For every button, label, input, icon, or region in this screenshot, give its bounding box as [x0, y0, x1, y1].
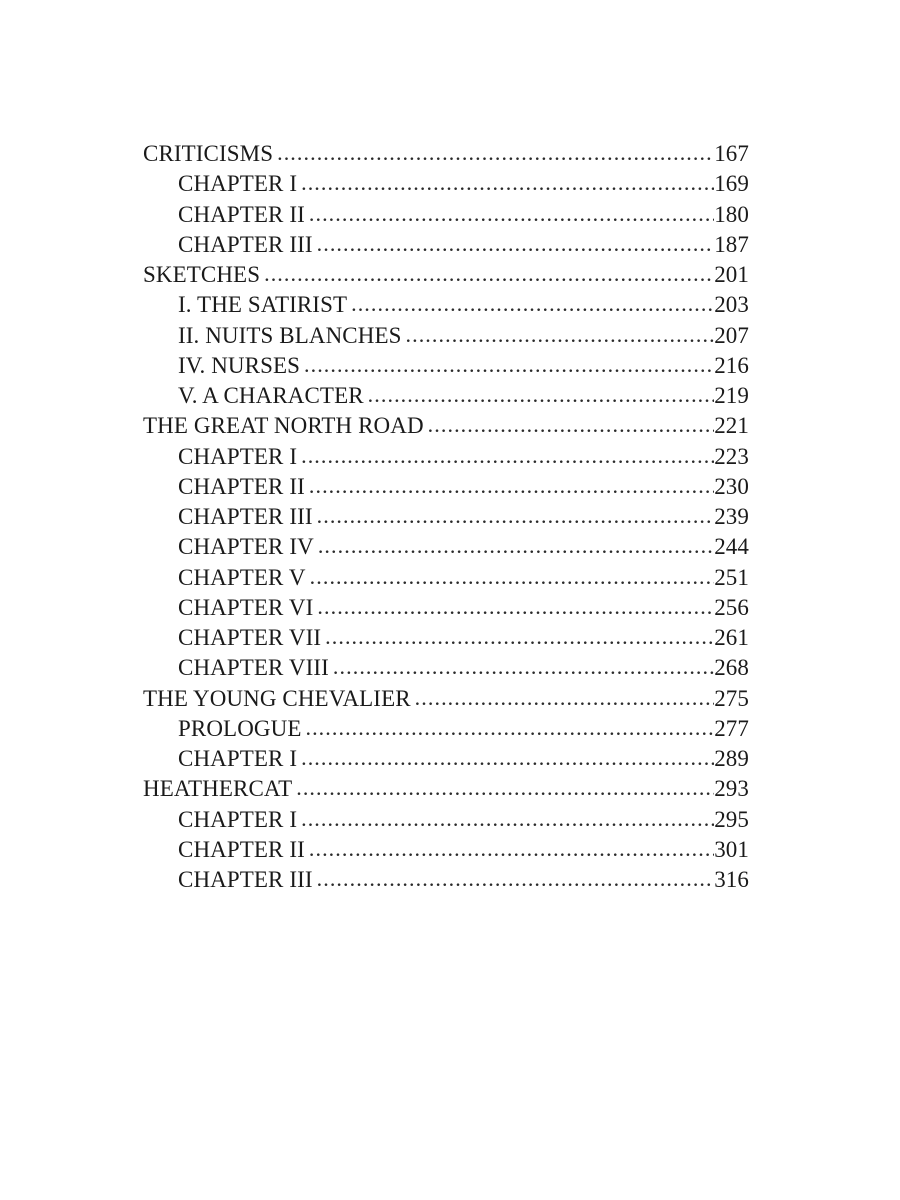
toc-subsection-entry: [143, 714, 749, 744]
toc-entry-title: CHAPTER VII: [178, 625, 322, 650]
toc-entry-title: THE YOUNG CHEVALIER: [143, 685, 411, 711]
toc-section-entry: [143, 260, 749, 290]
toc-page-number: 180: [714, 201, 749, 227]
toc-page-number: 301: [714, 836, 749, 862]
toc-page-number: 187: [714, 231, 749, 257]
dot-leader: [317, 864, 715, 894]
toc-subsection-entry: [143, 805, 749, 835]
toc-page-number: 275: [714, 685, 749, 711]
toc-entry-title: CHAPTER V: [178, 564, 306, 590]
dot-leader: [309, 199, 714, 229]
toc-page-number: 256: [714, 594, 749, 620]
toc-entry-title: CHAPTER VIII: [178, 655, 329, 681]
toc-entry-title: CHAPTER I: [178, 806, 298, 832]
toc-entry-title: CHAPTER III: [178, 231, 313, 257]
toc-entry-title: IV. NURSES: [178, 352, 300, 378]
toc-subsection-entry: [143, 381, 749, 411]
toc-subsection-entry: [143, 865, 749, 895]
dot-leader: [301, 804, 714, 834]
dot-leader: [309, 471, 714, 501]
dot-leader: [318, 531, 714, 561]
toc-entry-title: SKETCHES: [143, 262, 261, 287]
toc-subsection-entry: [143, 653, 749, 683]
toc-entry-title: I. THE SATIRIST: [178, 292, 348, 318]
toc-page-number: 167: [714, 141, 749, 166]
toc-subsection-entry: [143, 744, 749, 774]
toc-page-number: 251: [714, 564, 749, 590]
dot-leader: [406, 320, 715, 350]
dot-leader: [317, 229, 715, 259]
dot-leader: [317, 592, 714, 622]
dot-leader: [301, 743, 714, 773]
toc-entry-title: CHAPTER II: [178, 836, 305, 862]
dot-leader: [317, 501, 715, 531]
dot-leader: [428, 410, 715, 440]
toc-entry-title: CHAPTER I: [178, 746, 298, 771]
toc-section-entry: [143, 139, 749, 169]
toc-entry-title: CHAPTER VI: [178, 594, 314, 620]
toc-entry-title: CHAPTER I: [178, 171, 298, 197]
dot-leader: [304, 350, 714, 380]
toc-subsection-entry: [143, 442, 749, 472]
toc-subsection-entry: [143, 502, 749, 532]
toc-page-number: 201: [714, 262, 749, 287]
dot-leader: [277, 138, 714, 168]
dot-leader: [351, 289, 714, 319]
toc-subsection-entry: [143, 472, 749, 502]
toc-page-number: 295: [714, 806, 749, 832]
toc-subsection-entry: [143, 351, 749, 381]
toc-subsection-entry: [143, 230, 749, 260]
toc-entry-title: HEATHERCAT: [143, 776, 293, 802]
toc-page-number: 239: [714, 504, 749, 529]
toc-subsection-entry: [143, 200, 749, 230]
dot-leader: [301, 168, 714, 198]
toc-page-number: 261: [714, 625, 749, 650]
table-of-contents: [143, 139, 749, 895]
toc-entry-title: V. A CHARACTER: [178, 383, 364, 408]
toc-page-number: 277: [714, 715, 749, 741]
toc-page-number: 203: [714, 292, 749, 318]
toc-subsection-entry: [143, 321, 749, 351]
toc-entry-title: THE GREAT NORTH ROAD: [143, 413, 424, 439]
toc-section-entry: [143, 411, 749, 441]
toc-entry-title: CHAPTER III: [178, 867, 313, 892]
toc-subsection-entry: [143, 169, 749, 199]
dot-leader: [296, 773, 714, 803]
toc-subsection-entry: [143, 593, 749, 623]
toc-entry-title: CHAPTER III: [178, 504, 313, 529]
toc-subsection-entry: [143, 290, 749, 320]
toc-page-number: 219: [714, 383, 749, 408]
toc-entry-title: CHAPTER I: [178, 443, 298, 469]
dot-leader: [305, 713, 714, 743]
toc-page-number: 216: [714, 352, 749, 378]
toc-page-number: 169: [714, 171, 749, 197]
dot-leader: [325, 622, 714, 652]
toc-entry-title: CHAPTER IV: [178, 534, 314, 560]
toc-section-entry: [143, 774, 749, 804]
toc-page-number: 316: [714, 867, 749, 892]
toc-entry-title: CRITICISMS: [143, 141, 274, 166]
toc-page-number: 244: [714, 534, 749, 560]
toc-page-number: 293: [714, 776, 749, 802]
toc-page-number: 223: [714, 443, 749, 469]
dot-leader: [333, 652, 714, 682]
toc-subsection-entry: [143, 563, 749, 593]
toc-page-number: 221: [714, 413, 749, 439]
toc-page-number: 230: [714, 473, 749, 499]
toc-entry-title: CHAPTER II: [178, 201, 305, 227]
toc-page-number: 207: [714, 322, 749, 348]
toc-subsection-entry: [143, 532, 749, 562]
toc-subsection-entry: [143, 623, 749, 653]
dot-leader: [309, 834, 714, 864]
toc-entry-title: CHAPTER II: [178, 473, 305, 499]
toc-section-entry: [143, 684, 749, 714]
dot-leader: [415, 683, 715, 713]
dot-leader: [264, 259, 714, 289]
toc-subsection-entry: [143, 835, 749, 865]
dot-leader: [310, 562, 715, 592]
toc-page-number: 268: [714, 655, 749, 681]
dot-leader: [301, 441, 714, 471]
toc-page-number: 289: [714, 746, 749, 771]
toc-entry-title: PROLOGUE: [178, 715, 302, 741]
toc-entry-title: II. NUITS BLANCHES: [178, 322, 402, 348]
dot-leader: [368, 380, 715, 410]
